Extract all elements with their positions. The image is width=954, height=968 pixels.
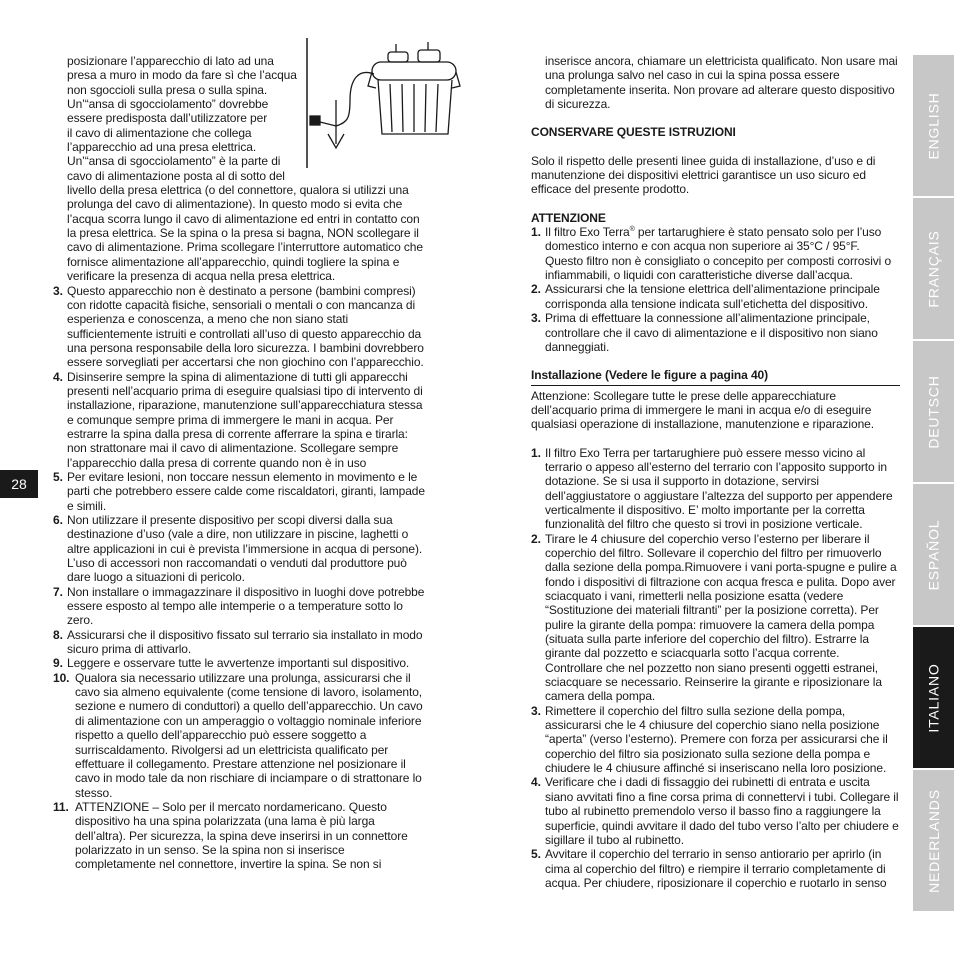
item-number: 3. (531, 703, 541, 718)
language-tabs (913, 55, 954, 913)
item-number: 8. (53, 627, 63, 642)
item-number: 1. (531, 445, 541, 460)
intro-line: cavo di alimentazione posta al di sotto del (67, 168, 285, 183)
save-instructions-text: Solo il rispetto delle presenti linee guida di installazione, d’uso e di manutenzione dei dispositivi elettrici garantisce un uso sicuro ed efficace del presente prodotto. (531, 153, 876, 197)
install-step-4 (531, 775, 900, 847)
filter-with-cord-image (306, 38, 466, 170)
item-text: Il filtro Exo Terra® per tartarughiere è stato pensato solo per l’uso domestico interno e con acqua non superiore ai 35°C / 95°F. Questo filtro non è consigliato o concepito per composti corrosivi o infiammabili, o liquidi con caratteristiche diverse dall’acqua. (545, 225, 892, 283)
installation-note: Attenzione: Scollegare tutte le prese delle apparecchiature dell’acquario prima di immergere le mani in acqua e/o di eseguire qualsiasi operazione di installazione, manutenzione e riparazione. (531, 388, 874, 432)
install-step-2 (531, 532, 900, 704)
safety-item-8 (53, 628, 425, 657)
intro-line: essere predisposta dall’utilizzatore per (67, 111, 268, 126)
item-number: 4. (53, 369, 63, 384)
item-number: 3. (53, 283, 63, 298)
intro-line: non sgoccioli sulla presa o sulla spina. (67, 82, 268, 97)
item-text: Verificare che i dadi di fissaggio dei rubinetti di entrata e uscita siano avvitati fino a fine corsa prima di connettervi i tubi. Collegare il tubo al rubinetto premendolo verso il basso fino a raggiungere la superficie, quindi avvitare il dado del tubo verso l’alto per chiudere e sigillare il tubo al rubinetto. (545, 775, 899, 847)
item-text: Avvitare il coperchio del terrario in senso antiorario per aprirlo (in cima al coperchio del filtro) e riempire il terrario completamente di acqua. Per chiudere, riposizionare il coperchio e ruotarlo in senso (545, 847, 887, 890)
page-number: 28 (0, 470, 38, 498)
section-divider (531, 385, 900, 386)
item-number: 5. (53, 469, 63, 484)
attention-item-1 (531, 225, 900, 282)
item-text: Prima di effettuare la connessione all’alimentazione principale, controllare che il cavo di alimentazione e il dispositivo non siano danneggiati. (545, 311, 878, 354)
safety-item-4 (53, 370, 425, 470)
item-text: Assicurarsi che il dispositivo fissato sul terrario sia installato in modo sicuro prima di attivarlo. (67, 627, 423, 657)
install-step-5 (531, 847, 900, 890)
right-column (531, 54, 900, 890)
intro-line: presa a muro in modo da fare sì che l’acqua (67, 68, 297, 83)
item-text: Il filtro Exo Terra per tartarughiere può essere messo vicino al terrario o appeso all’esterno del terrario con l’apposito supporto in dotazione. Se si usa il supporto in dotazione, servirsi dell’aggiustatore o aggiustare l’altezza del supporto per appendere verticalmente il dispositivo. E’ molto importante per la corretta funzionalità del filtro che questo si trovi in posizione verticale. (545, 445, 893, 532)
item-number: 3. (531, 311, 541, 326)
tab-francais[interactable] (913, 198, 954, 341)
intro-line: Un’“ansa di sgocciolamento” è la parte di (67, 154, 281, 169)
safety-item-3 (53, 284, 425, 370)
tab-english[interactable] (913, 55, 954, 198)
item-text: ATTENZIONE – Solo per il mercato nordamericano. Questo dispositivo ha una spina polarizzata (una lama è più larga dell’altra). Per sicurezza, la spina deve inserirsi in un connettore polarizzato in un senso. Se la spina non si inserisce completamente nel connettore, invertire la spina. Se non si (75, 799, 408, 872)
item-number: 11. (53, 799, 69, 814)
item-number: 6. (53, 513, 63, 527)
attention-heading: ATTENZIONE (531, 210, 606, 225)
safety-item-5 (53, 470, 425, 513)
tab-deutsch[interactable] (913, 341, 954, 484)
safety-item-9 (53, 656, 425, 670)
intro-line: l’apparecchio ad una presa elettrica. (67, 140, 257, 155)
safety-item-6 (53, 513, 425, 585)
attention-item-2 (531, 282, 900, 311)
item-number: 7. (53, 584, 63, 599)
item-number: 1. (531, 225, 541, 240)
item-text: Per evitare lesioni, non toccare nessun elemento in movimento e le parti che potrebbero essere calde come riscaldatori, giranti, lampade e simili. (67, 469, 425, 513)
item-text: Qualora sia necessario utilizzare una prolunga, assicurarsi che il cavo sia almeno equivalente (come tensione di lavoro, isolamento, sezione e numero di conduttori) a quello dell’apparecchio. Un cavo di alimentazione con un amperaggio o voltaggio nominale inferiore rispetto a quello dell’apparecchio può essere soggetto a surriscaldamento. Rivolgersi ad un elettricista qualificato per effettuare il collegamento. Prestare attenzione nel posizionare il cavo in modo tale da non rischiare di inciampare o di strattonare lo stesso. (75, 670, 423, 800)
item-number: 5. (531, 847, 541, 862)
item-text: Tirare le 4 chiusure del coperchio verso l’esterno per liberare il coperchio del filtro. Sollevare il coperchio del filtro per rimuoverlo dalla sezione della pompa.Rimuovere i vani porta-spugne e pulire a fondo i dispositivi di filtrazione con acqua fresca e pulita. Dopo aver sciacquato i vani, rimetterli nella posizione esatta (vedere “Sostituzione dei materiali filtranti” per la posizione corretta). Per pulire la girante della pompa: rimuovere la camera della pompa (situata sulla parte inferiore del coperchio del filtro). Estrarre la girante dal pozzetto e sciacquarla sotto l’acqua corrente. Controllare che nel pozzetto non siano presenti oggetti estranei, sciacquare se necessario. Reinserire la girante e riposizionare la camera della pompa. (545, 531, 897, 704)
intro-line: il cavo di alimentazione che collega (67, 125, 252, 140)
tab-label: DEUTSCH (925, 374, 942, 449)
continuation-paragraph (531, 54, 900, 111)
left-column (53, 54, 425, 872)
attention-item-3 (531, 311, 900, 354)
continuation-text: inserisce ancora, chiamare un elettricista qualificato. Non usare mai una prolunga salvo nel caso in cui la spina possa essere completamente inserita. Non provare ad alterare questo dispositivo di sicurezza. (545, 54, 898, 112)
safety-item-10 (53, 671, 425, 800)
item-number: 9. (53, 656, 63, 671)
tab-label: ESPAÑOL (925, 519, 942, 590)
item-number: 2. (531, 282, 541, 297)
installation-heading: Installazione (Vedere le figure a pagina 40) (531, 368, 769, 383)
tab-label: ITALIANO (925, 662, 942, 733)
save-instructions-heading: CONSERVARE QUESTE ISTRUZIONI (531, 125, 736, 140)
install-step-3 (531, 704, 900, 776)
tab-label: NEDERLANDS (925, 788, 942, 893)
safety-item-11 (53, 800, 425, 872)
registered-mark: ® (629, 226, 635, 234)
item-text: Non installare o immagazzinare il dispositivo in luoghi dove potrebbe essere esposto al tempo alle intemperie o a temperature sotto lo zero. (67, 584, 425, 628)
item-text: Leggere e osservare tutte le avvertenze importanti sul dispositivo. (67, 656, 410, 671)
item-number: 10. (53, 670, 70, 685)
item-text: Non utilizzare il presente dispositivo per scopi diversi dalla sua destinazione d’uso (vale a dire, non utilizzare in piscine, laghetti o altre applicazioni in cui è prevista l’immersione in acqua di persone). L’uso di accessori non raccomandati o venduti dal produttore può dare luogo a situazioni di pericolo. (67, 513, 423, 585)
item-text: Assicurarsi che la tensione elettrica dell’alimentazione principale corrisponda alla tensione indicata sull’etichetta del dispositivo. (545, 282, 880, 311)
intro-line: posizionare l’apparecchio di lato ad una (67, 54, 274, 68)
item-number: 4. (531, 775, 541, 790)
install-step-1 (531, 446, 900, 532)
tab-label: FRANÇAIS (925, 229, 942, 308)
safety-item-7 (53, 585, 425, 628)
drip-loop-illustration (306, 38, 466, 170)
tab-espanol[interactable] (913, 484, 954, 627)
tab-italiano[interactable] (913, 627, 954, 770)
item-number: 2. (531, 531, 541, 546)
tab-nederlands[interactable] (913, 770, 954, 913)
item-text: Rimettere il coperchio del filtro sulla sezione della pompa, assicurarsi che le 4 chiusure del coperchio siano nella posizione “aperta” (verso l’esterno). Premere con forza per assicurarsi che il coperchio del filtro sia posizionato sulla sezione della pompa e chiudere le 4 chiusure affinché si inseriscano nella loro posizione. (545, 703, 888, 776)
intro-line: Un’“ansa di sgocciolamento” dovrebbe (67, 97, 269, 112)
item-text: Disinserire sempre la spina di alimentazione di tutti gli apparecchi presenti nell’acquario prima di eseguire qualsiasi tipo di intervento di installazione, riparazione, manutenzione sull’apparecchiatura stessa e comunque sempre prima di immergere le mani in acqua. Per estrarre la spina dalla presa di corrente afferrare la spina e tirarla: non strattonare mai il cavo di alimentazione. Scollegare sempre l’apparecchio dalla presa di corrente quando non è in uso (67, 369, 423, 470)
intro-text: livello della presa elettrica (o del connettore, qualora si utilizzi una prolunga del cavo di alimentazione). In questo modo si evita che l’acqua scorra lungo il cavo di alimentazione ed entri in contatto con la presa elettrica. Se la spina o la presa si bagna, NON scollegare il cavo di alimentazione. Prima scollegare l’interruttore automatico che fornisce alimentazione all’apparecchio, quindi togliere la spina e verificare la presenza di acqua nella presa elettrica. (67, 183, 423, 284)
tab-label: ENGLISH (925, 91, 942, 160)
item-text: Questo apparecchio non è destinato a persone (bambini compresi) con ridotte capacità fisiche, sensoriali o mentali o con mancanza di esperienza e conoscenza, a meno che non siano stati sufficientemente istruiti e controllati all’uso di questo apparecchio da una persona responsabile della loro sicurezza. I bambini dovrebbero essere sorvegliati per accertarsi che non giochino con l’apparecchio. (67, 283, 424, 370)
